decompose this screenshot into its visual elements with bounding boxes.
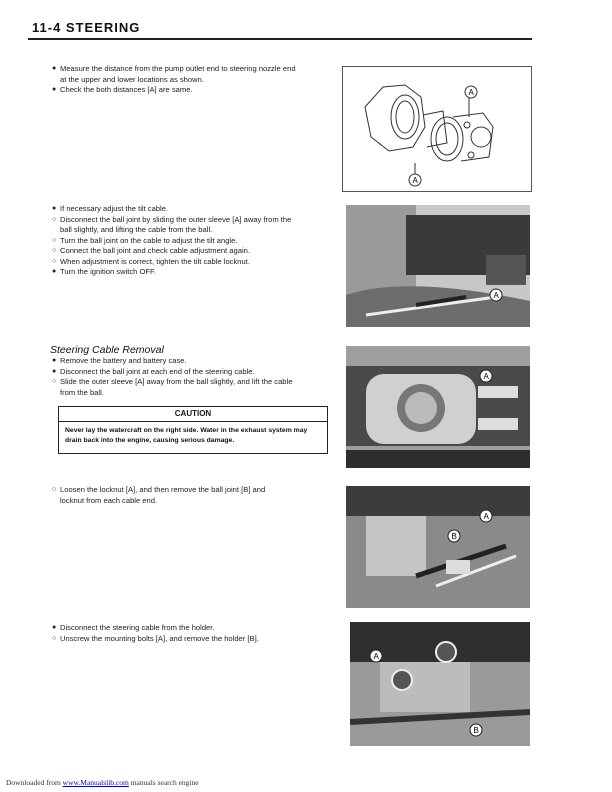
svg-text:A: A bbox=[483, 512, 489, 521]
text-line: ● Disconnect the steering cable from the holder. bbox=[52, 623, 215, 632]
caution-text: Never lay the watercraft on the right side. Water in the exhaust system may drain back into the engine, causing serious damage. bbox=[65, 427, 308, 444]
svg-text:A: A bbox=[468, 88, 474, 97]
svg-text:A: A bbox=[493, 291, 499, 300]
callout-label bbox=[480, 510, 492, 522]
nozzle-edge bbox=[423, 111, 447, 147]
callout-label bbox=[448, 530, 460, 542]
pump-outlet-inner bbox=[396, 101, 414, 133]
footer-link[interactable]: www.Manualslib.com bbox=[62, 778, 129, 787]
text-line: at the upper and lower locations as shown. bbox=[60, 74, 204, 84]
text-line: ○ When adjustment is correct, tighten the tilt cable locknut. bbox=[52, 256, 250, 266]
holder-photo-art bbox=[350, 622, 530, 746]
header-rule bbox=[28, 38, 532, 40]
svg-text:B: B bbox=[473, 726, 479, 735]
footer bbox=[6, 778, 199, 787]
callout-label bbox=[465, 86, 477, 98]
text-line: ○ Loosen the locknut [A], and then remove the ball joint [B] and bbox=[52, 485, 266, 494]
svg-text:A: A bbox=[373, 652, 379, 661]
footer-prefix: Downloaded from bbox=[6, 778, 63, 787]
text-line: ● Remove the battery and battery case. bbox=[52, 356, 187, 365]
nozzle-drawing bbox=[343, 67, 531, 191]
figure-tilt-cable-photo bbox=[346, 205, 530, 327]
section-tilt-cable bbox=[52, 204, 342, 278]
text-line: locknut from each cable end. bbox=[60, 495, 158, 505]
text-line: ● If necessary adjust the tilt cable. bbox=[52, 204, 169, 213]
figure-holder-photo bbox=[350, 622, 530, 746]
callout-label bbox=[490, 289, 502, 301]
figure-nozzle-diagram bbox=[342, 66, 532, 192]
svg-text:B: B bbox=[451, 532, 457, 541]
section-locknut bbox=[52, 485, 332, 506]
callout-label bbox=[470, 724, 482, 736]
pump-outlet-ring bbox=[391, 95, 419, 139]
text-line: ball slightly, and lifting the cable from the ball. bbox=[60, 225, 213, 234]
section-cable-removal bbox=[52, 356, 342, 398]
svg-text:A: A bbox=[412, 176, 418, 185]
callout-label bbox=[480, 370, 492, 382]
ball-joint-photo-art bbox=[346, 346, 530, 468]
text-line: ● Turn the ignition switch OFF. bbox=[52, 267, 156, 276]
bolt-hole bbox=[464, 122, 470, 128]
callout-label bbox=[370, 650, 382, 662]
tilt-cable-photo-art bbox=[346, 205, 530, 327]
section-measure bbox=[52, 64, 334, 96]
locknut-photo-art bbox=[346, 486, 530, 608]
text-line: ○ Slide the outer sleeve [A] away from the ball slightly, and lift the cable bbox=[52, 377, 293, 386]
bolt-hole bbox=[468, 152, 474, 158]
text-line: from the ball. bbox=[60, 387, 104, 397]
text-line: ○ Turn the ball joint on the cable to adjust the tilt angle. bbox=[52, 235, 238, 245]
nozzle-bore bbox=[471, 127, 491, 147]
figure-ball-joint-photo bbox=[346, 346, 530, 468]
pump-outlet-housing bbox=[365, 85, 425, 151]
footer-suffix: manuals search engine bbox=[128, 778, 199, 787]
section-holder bbox=[52, 623, 342, 644]
callout-label bbox=[409, 174, 421, 186]
text-line: ○ Connect the ball joint and check cable adjustment again. bbox=[52, 246, 250, 255]
svg-text:A: A bbox=[483, 372, 489, 381]
caution-title: CAUTION bbox=[59, 407, 327, 422]
text-line: ○ Unscrew the mounting bolts [A], and remove the holder [B]. bbox=[52, 633, 259, 643]
text-line: ○ Disconnect the ball joint by sliding the outer sleeve [A] away from the bbox=[52, 214, 292, 224]
page-title: 11-4 STEERING bbox=[32, 20, 141, 35]
text-line: ● Check the both distances [A] are same. bbox=[52, 85, 193, 94]
text-line: ● Measure the distance from the pump outlet end to steering nozzle end bbox=[52, 64, 296, 73]
caution-box bbox=[58, 406, 328, 454]
figure-locknut-photo bbox=[346, 486, 530, 608]
section-title-steering-cable-removal: Steering Cable Removal bbox=[50, 344, 164, 356]
text-line: ● Disconnect the ball joint at each end of the steering cable. bbox=[52, 366, 255, 376]
